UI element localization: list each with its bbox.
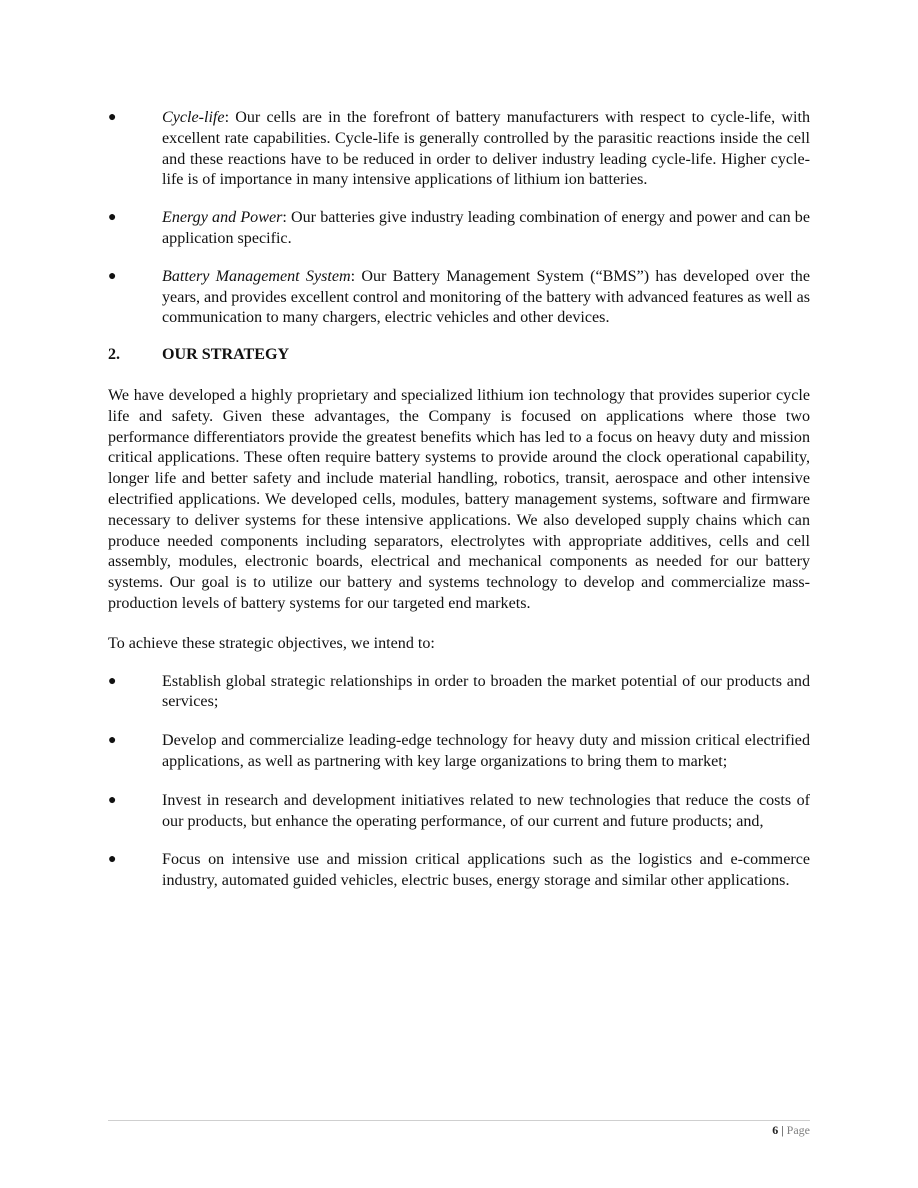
bullet-text: : Our batteries give industry leading combination of energy and power and can be application specific. — [162, 209, 810, 247]
bullet-dot: ● — [108, 733, 117, 749]
bullet-dot: ● — [108, 110, 117, 125]
section-title: OUR STRATEGY — [162, 346, 290, 364]
objective-item — [108, 850, 810, 892]
objectives-intro: To achieve these strategic objectives, we intend to: — [108, 634, 435, 652]
bullet-term: Energy and Power — [162, 209, 283, 227]
bullet-term: Battery Management System — [162, 267, 351, 285]
section-heading — [108, 345, 810, 366]
bullet-energy-power — [108, 208, 810, 250]
objective-item — [108, 731, 810, 773]
bullet-dot: ● — [108, 852, 117, 868]
page-number: 6 — [772, 1123, 779, 1137]
bullet-text: : Our cells are in the forefront of battery manufacturers with respect to cycle-life, with excellent rate capabilities. Cycle-life is generally controlled by the parasitic reactions inside the cell and these reactions have to be reduced in order to deliver industry leading cycle-life. Higher cycle-life is of importance in many intensive applications of lithium ion batteries. — [162, 109, 810, 189]
objective-text: Focus on intensive use and mission critical applications such as the logistics and e-commerce industry, automated guided vehicles, electric buses, energy storage and similar other applications. — [162, 851, 810, 890]
page-label: Page — [786, 1123, 810, 1137]
page-separator: | — [781, 1123, 784, 1137]
bullet-dot: ● — [108, 792, 117, 808]
objective-item — [108, 791, 810, 833]
objective-text: Establish global strategic relationships in order to broaden the market potential of our products and services; — [162, 672, 810, 711]
section-number: 2. — [108, 346, 121, 364]
bullet-dot: ● — [108, 210, 117, 226]
bullet-term: Cycle-life — [162, 109, 225, 126]
bullet-dot: ● — [108, 268, 117, 284]
objective-text: Invest in research and development initiatives related to new technologies that reduce the costs of our products, but enhance the operating performance, of our current and future products; and, — [162, 791, 810, 830]
bullet-cycle-life — [108, 108, 810, 191]
strategy-paragraph: We have developed a highly proprietary and specialized lithium ion technology that provides superior cycle life and safety. Given these advantages, the Company is focused on applications where those two performance differentiators provide the greatest benefits which has led to a focus on heavy duty and mission critical applications. These often require battery systems to provide around the clock operational capability, longer life and better safety and include material handling, robotics, transit, aerospace and other intensive electrified applications. We developed cells, modules, battery management systems, software and firmware necessary to deliver systems for these intensive applications. We also developed supply chains which can produce needed components including separators, electrolytes with appropriate additives, cells and cell assembly, modules, electronic boards, electrical and mechanical components as needed for our battery systems. Our goal is to utilize our battery and systems technology to develop and commercialize mass-production levels of battery systems for our targeted end markets. — [108, 386, 810, 612]
bullet-bms — [108, 267, 810, 329]
objective-text: Develop and commercialize leading-edge technology for heavy duty and mission critical electrified applications, as well as partnering with key large organizations to bring them to market; — [162, 732, 810, 770]
bullet-text: : Our Battery Management System (“BMS”) has developed over the years, and provides excellent control and monitoring of the battery with advanced features as well as communication to many chargers, electric vehicles and other devices. — [162, 267, 810, 327]
page-footer — [772, 1122, 810, 1138]
bullet-dot: ● — [108, 673, 117, 689]
objective-item — [108, 672, 810, 714]
page-content — [108, 108, 810, 892]
footer-divider — [108, 1120, 810, 1121]
